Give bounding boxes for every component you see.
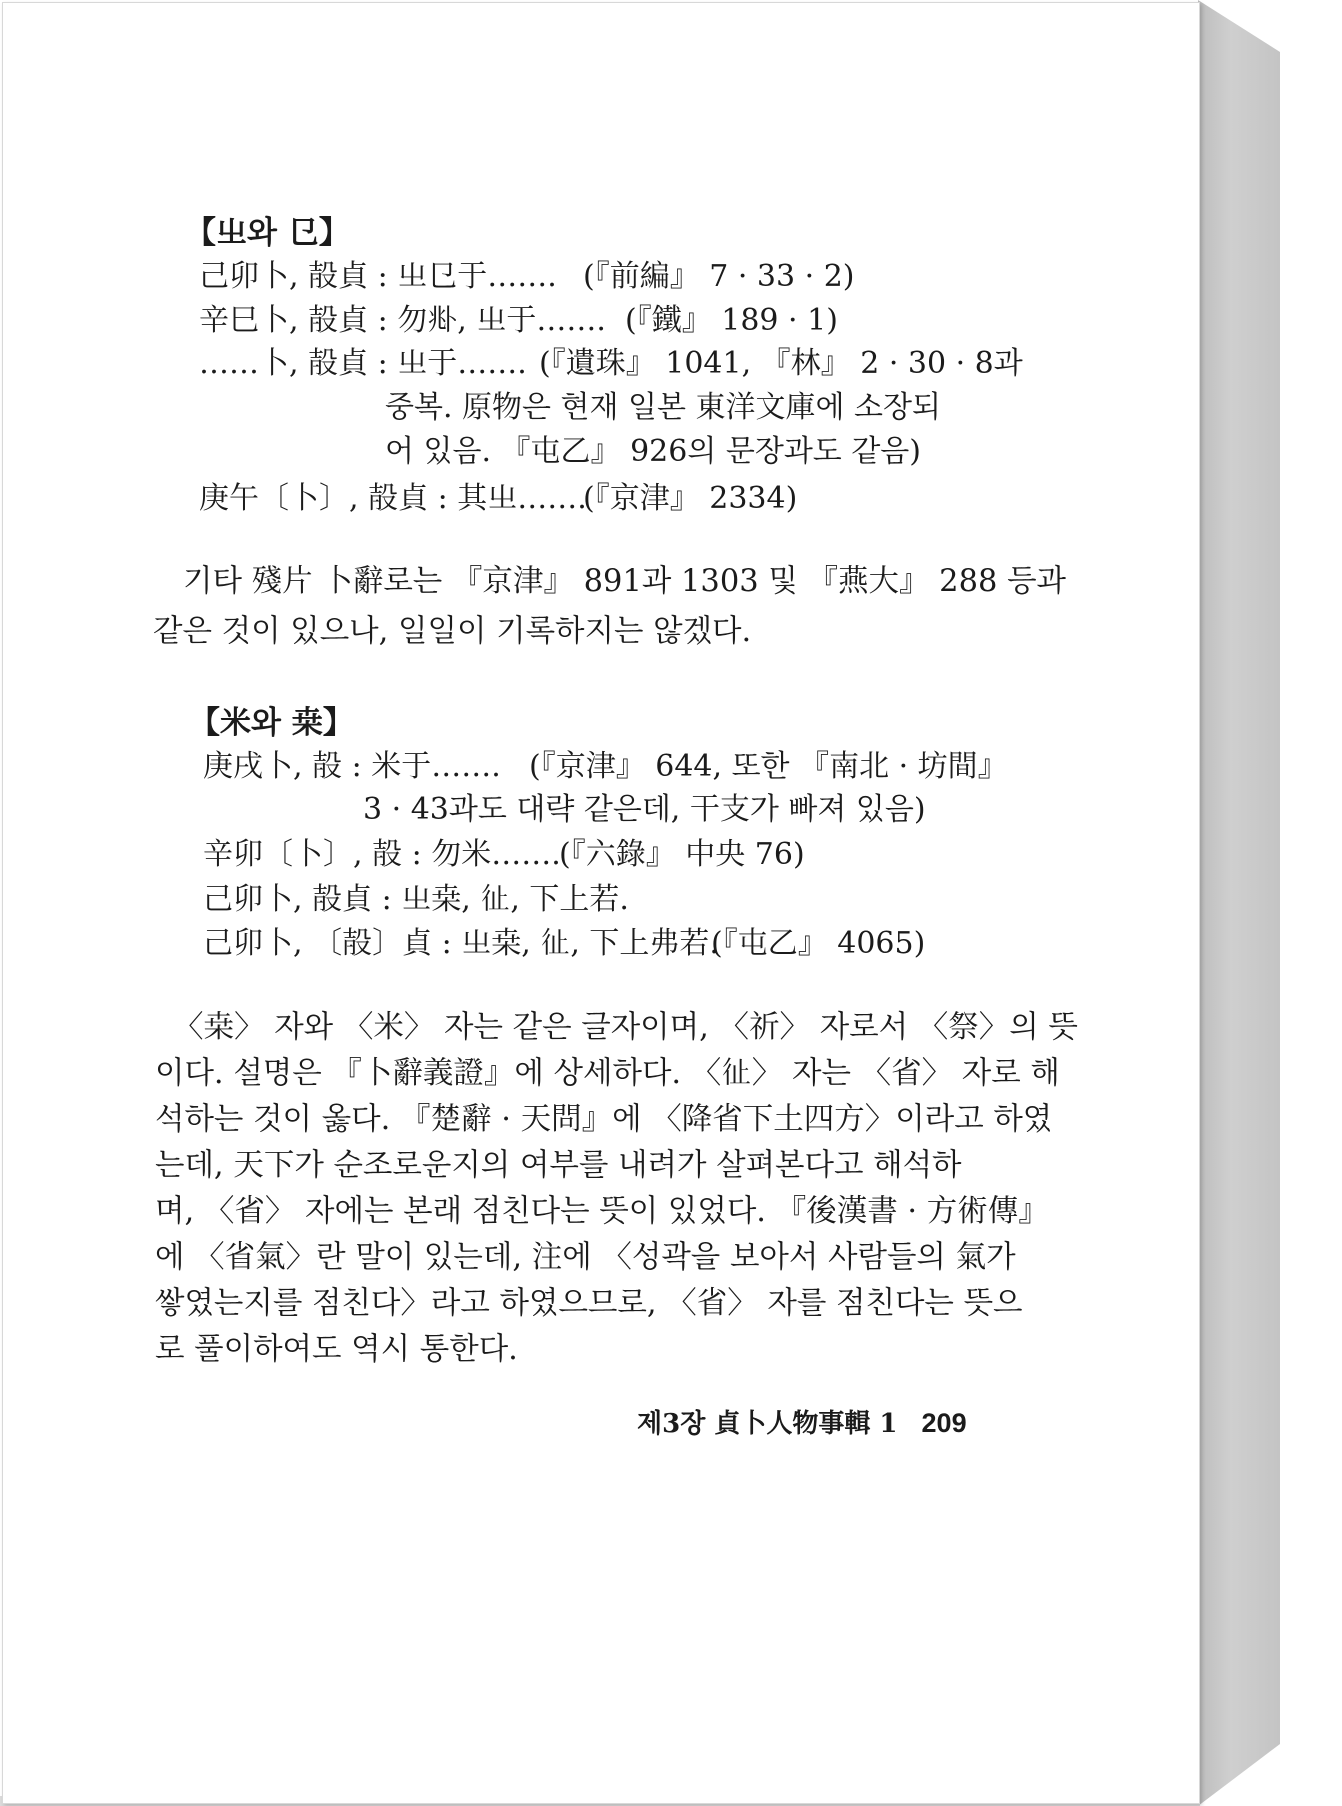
inscription-line: 辛卯〔卜〕, 㱿 : 勿米……. — [203, 837, 561, 872]
inscription-line: 庚午〔卜〕, 㱿貞 : 其㞢……. — [199, 481, 587, 516]
inscription-line: 己卯卜, 㱿貞 : 㞢桒, 𢓊, 下上若. — [203, 882, 629, 917]
book-edge — [1198, 0, 1280, 1806]
source-citation-continued: 중복. 原物은 현재 일본 東洋文庫에 소장되 — [385, 390, 941, 425]
page-number: 209 — [921, 1408, 967, 1438]
source-citation-continued: 어 있음. 『屯乙』 926의 문장과도 같음) — [385, 434, 921, 469]
body-text-line: 같은 것이 있으나, 일일이 기록하지는 않겠다. — [153, 614, 752, 649]
body-text-line: 석하는 것이 옳다. 『楚辭 · 天問』에 〈降省下土四方〉이라고 하였 — [155, 1102, 1053, 1137]
book-page — [2, 2, 1200, 1804]
inscription-line: ……卜, 㱿貞 : 㞢于……. — [199, 346, 527, 381]
inscription-line: 己卯卜, 㱿貞 : 㞢㔾于……. — [199, 259, 557, 294]
body-text-line: 기타 殘片 卜辭로는 『京津』 891과 1303 및 『燕大』 288 등과 — [183, 564, 1067, 599]
body-text-line: 에 〈省氣〉란 말이 있는데, 注에 〈성곽을 보아서 사람들의 氣가 — [155, 1240, 1016, 1275]
body-text-line: 〈桒〉 자와 〈米〉 자는 같은 글자이며, 〈祈〉 자로서 〈祭〉의 뜻 — [173, 1010, 1078, 1045]
source-citation: (『京津』 2334) — [583, 481, 798, 516]
body-text-line: 이다. 설명은 『卜辭義證』에 상세하다. 〈𢓊〉 자는 〈省〉 자로 해 — [155, 1056, 1060, 1091]
body-text-line: 쌓였는지를 점친다〉라고 하였으므로, 〈省〉 자를 점친다는 뜻으 — [155, 1286, 1023, 1321]
body-text-line: 는데, 天下가 순조로운지의 여부를 내려가 살펴본다고 해석하 — [155, 1148, 962, 1183]
section-heading: 【㞢와 㔾】 — [185, 215, 350, 251]
source-citation-continued: 3 · 43과도 대략 같은데, 干支가 빠져 있음) — [363, 792, 926, 827]
source-citation: (『京津』 644, 또한 『南北 · 坊間』 — [529, 749, 1008, 784]
body-text-line: 며, 〈省〉 자에는 본래 점친다는 뜻이 있었다. 『後漢書 · 方術傳』 — [155, 1194, 1049, 1229]
source-citation: (『屯乙』 4065) — [711, 926, 926, 961]
source-citation: (『遺珠』 1041, 『林』 2 · 30 · 8과 — [539, 346, 1023, 381]
inscription-line: 庚戌卜, 㱿 : 米于……. — [203, 749, 501, 784]
running-footer — [637, 1403, 967, 1440]
body-text-line: 로 풀이하여도 역시 통한다. — [155, 1332, 518, 1367]
section-heading: 【米와 桒】 — [189, 705, 354, 741]
source-citation: (『鐵』 189 · 1) — [625, 303, 838, 338]
source-citation: (『前編』 7 · 33 · 2) — [583, 259, 855, 294]
chapter-title: 제3장 貞卜人物事輯 1 — [637, 1409, 898, 1439]
inscription-line: 辛巳卜, 㱿貞 : 勿𠧞, 㞢于……. — [199, 303, 606, 338]
inscription-line: 己卯卜, 〔㱿〕貞 : 㞢桒, 𢓊, 下上弗若. — [203, 926, 719, 961]
source-citation: (『六錄』 中央 76) — [559, 837, 805, 872]
